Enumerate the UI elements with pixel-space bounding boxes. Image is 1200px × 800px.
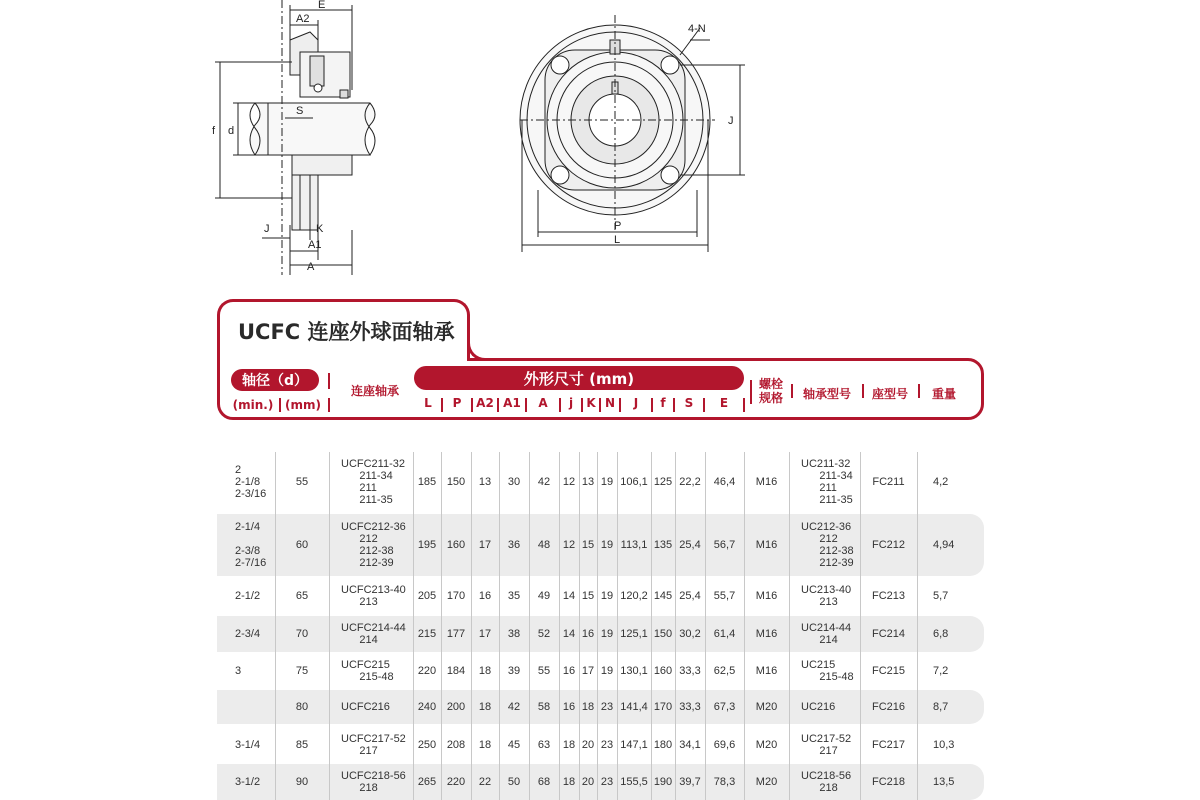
cell-weight: 7,2: [933, 665, 949, 677]
cell-A: 52: [537, 628, 551, 640]
cell-J: 113,1: [620, 539, 648, 551]
side-view-drawing: [200, 0, 400, 285]
cell-P: 177: [446, 628, 466, 640]
cell-bolt: M20: [755, 701, 778, 713]
cell-J: 155,5: [620, 776, 648, 788]
cell-weight: 5,7: [933, 590, 949, 602]
cell-S: 39,7: [679, 776, 701, 788]
dim-header-e: E: [719, 396, 729, 410]
shaft-min-header: (min.): [232, 398, 274, 412]
cell-A: 42: [537, 476, 551, 488]
cell-mm: 65: [295, 590, 309, 602]
unit-header: 连座轴承: [350, 384, 399, 398]
cell-E: 46,4: [713, 476, 736, 488]
cell-K: 20: [581, 776, 595, 788]
cell-bearing: UC215 215-48: [801, 659, 854, 683]
cell-A2: 13: [478, 476, 492, 488]
cell-L: 240: [417, 701, 437, 713]
cell-K: 18: [581, 701, 595, 713]
cell-A1: 36: [507, 539, 521, 551]
cell-A: 48: [537, 539, 551, 551]
cell-N: 19: [600, 539, 614, 551]
dimensions-pill: 外形尺寸 (mm): [414, 366, 744, 390]
cell-J: 125,1: [620, 628, 648, 640]
label-A1: A1: [308, 239, 322, 251]
cell-bearing: UC211-32 211-34 211 211-35: [801, 458, 853, 506]
cell-weight: 4,94: [933, 539, 955, 551]
cell-j: 18: [562, 776, 576, 788]
cell-L: 250: [417, 739, 437, 751]
cell-mm: 80: [295, 701, 309, 713]
cell-P: 208: [446, 739, 466, 751]
cell-S: 33,3: [679, 665, 701, 677]
cell-weight: 6,8: [933, 628, 949, 640]
cell-bearing: UC212-36 212 212-38 212-39: [801, 521, 854, 569]
cell-K: 17: [581, 665, 595, 677]
cell-E: 67,3: [713, 701, 736, 713]
cell-A: 58: [537, 701, 551, 713]
cell-f: 125: [653, 476, 673, 488]
label-J-front: J: [728, 115, 734, 127]
cell-mm: 60: [295, 539, 309, 551]
cell-A2: 17: [478, 628, 492, 640]
label-4-N: 4-N: [688, 23, 706, 35]
cell-bearing: UC217-52 217: [801, 733, 852, 757]
cell-mm: 85: [295, 739, 309, 751]
cell-mm: 70: [295, 628, 309, 640]
cell-A: 55: [537, 665, 551, 677]
label-E: E: [318, 0, 326, 11]
cell-N: 23: [600, 701, 614, 713]
cell-j: 12: [562, 539, 576, 551]
cell-J: 130,1: [620, 665, 648, 677]
cell-J: 147,1: [620, 739, 648, 751]
cell-f: 135: [653, 539, 673, 551]
dim-header-j: J: [633, 396, 639, 410]
cell-N: 19: [600, 665, 614, 677]
cell-bearing: UC213-40 213: [801, 584, 852, 608]
cell-mm: 90: [295, 776, 309, 788]
cell-bolt: M16: [755, 539, 778, 551]
cell-inch: 3-1/4: [235, 739, 261, 751]
cell-P: 170: [446, 590, 466, 602]
cell-housing: FC218: [871, 776, 906, 788]
cell-K: 15: [581, 539, 595, 551]
cell-E: 55,7: [713, 590, 736, 602]
cell-housing: FC211: [872, 476, 905, 488]
dim-header-f: f: [660, 396, 666, 410]
cell-f: 145: [653, 590, 673, 602]
cell-N: 23: [600, 776, 614, 788]
cell-inch: 3-1/2: [235, 776, 261, 788]
cell-bolt: M16: [755, 665, 778, 677]
cell-E: 62,5: [713, 665, 736, 677]
cell-S: 33,3: [679, 701, 701, 713]
cell-housing: FC217: [871, 739, 906, 751]
cell-S: 25,4: [679, 539, 701, 551]
dim-header-a: A: [538, 396, 548, 410]
cell-S: 34,1: [679, 739, 701, 751]
cell-P: 220: [446, 776, 466, 788]
cell-L: 195: [417, 539, 437, 551]
cell-N: 23: [600, 739, 614, 751]
label-A: A: [307, 261, 315, 273]
cell-unit: UCFC215 215-48: [341, 659, 394, 683]
cell-weight: 13,5: [933, 776, 955, 788]
cell-E: 69,6: [713, 739, 736, 751]
cell-inch: 3: [235, 665, 242, 677]
cell-S: 30,2: [679, 628, 701, 640]
cell-j: 12: [562, 476, 576, 488]
cell-inch: 2 2-1/8 2-3/16: [235, 464, 267, 500]
cell-L: 205: [417, 590, 437, 602]
cell-K: 13: [581, 476, 595, 488]
cell-A1: 42: [507, 701, 521, 713]
cell-weight: 10,3: [933, 739, 955, 751]
front-view-drawing: [500, 0, 760, 285]
cell-bearing: UC216: [801, 701, 836, 713]
label-S: S: [296, 105, 304, 117]
cell-bolt: M20: [755, 776, 778, 788]
cell-A: 63: [537, 739, 551, 751]
cell-N: 19: [600, 590, 614, 602]
label-K: K: [316, 223, 324, 235]
cell-f: 160: [653, 665, 673, 677]
dim-header-p: P: [452, 396, 462, 410]
cell-L: 215: [417, 628, 437, 640]
cell-A2: 16: [478, 590, 492, 602]
shaft-diameter-pill: 轴径（d）: [231, 369, 319, 391]
shaft-mm-header: (mm): [285, 398, 321, 412]
cell-A: 49: [537, 590, 551, 602]
cell-J: 141,4: [620, 701, 648, 713]
cell-L: 265: [417, 776, 437, 788]
cell-f: 150: [653, 628, 673, 640]
cell-bolt: M16: [755, 628, 778, 640]
cell-unit: UCFC211-32 211-34 211 211-35: [341, 458, 405, 506]
cell-J: 120,2: [620, 590, 648, 602]
cell-S: 25,4: [679, 590, 701, 602]
cell-A2: 22: [478, 776, 492, 788]
cell-housing: FC213: [871, 590, 906, 602]
cell-A2: 18: [478, 665, 492, 677]
cell-N: 19: [600, 476, 614, 488]
cell-inch: 2-3/4: [235, 628, 261, 640]
label-A2: A2: [296, 13, 310, 25]
cell-bearing: UC218-56 218: [801, 770, 852, 794]
cell-A1: 30: [507, 476, 521, 488]
cell-A2: 18: [478, 701, 492, 713]
cell-unit: UCFC214-44 214: [341, 622, 406, 646]
cell-A2: 18: [478, 739, 492, 751]
cell-unit: UCFC212-36 212 212-38 212-39: [341, 521, 406, 569]
cell-A1: 45: [507, 739, 521, 751]
cell-K: 20: [581, 739, 595, 751]
cell-S: 22,2: [679, 476, 701, 488]
cell-bolt: M20: [755, 739, 778, 751]
cell-f: 170: [653, 701, 673, 713]
dim-header-s: S: [684, 396, 694, 410]
cell-P: 184: [446, 665, 466, 677]
cell-K: 16: [581, 628, 595, 640]
dim-header-l: L: [424, 396, 432, 410]
cell-N: 19: [600, 628, 614, 640]
cell-E: 56,7: [713, 539, 736, 551]
cell-mm: 55: [295, 476, 309, 488]
bearing-no-header: 轴承型号: [802, 387, 851, 401]
cell-J: 106,1: [620, 476, 648, 488]
cell-unit: UCFC213-40 213: [341, 584, 406, 608]
label-f: f: [212, 125, 216, 137]
weight-header: 重量: [931, 387, 956, 401]
cell-housing: FC214: [871, 628, 906, 640]
cell-A2: 17: [478, 539, 492, 551]
cell-P: 150: [446, 476, 466, 488]
cell-E: 78,3: [713, 776, 736, 788]
dim-header-n: N: [604, 396, 616, 410]
cell-bolt: M16: [755, 590, 778, 602]
cell-A: 68: [537, 776, 551, 788]
cell-K: 15: [581, 590, 595, 602]
cell-j: 14: [562, 628, 576, 640]
cell-A1: 39: [507, 665, 521, 677]
cell-j: 16: [562, 665, 576, 677]
cell-housing: FC212: [871, 539, 906, 551]
housing-no-header: 座型号: [871, 387, 908, 401]
dim-header-k: K: [586, 396, 596, 410]
page-title: UCFC 连座外球面轴承: [238, 320, 455, 344]
label-P: P: [614, 220, 622, 232]
title-tab: [217, 299, 470, 359]
cell-E: 61,4: [713, 628, 736, 640]
cell-bearing: UC214-44 214: [801, 622, 852, 646]
cell-j: 18: [562, 739, 576, 751]
cell-P: 200: [446, 701, 466, 713]
cell-unit: UCFC217-52 217: [341, 733, 406, 757]
cell-A1: 35: [507, 590, 521, 602]
cell-mm: 75: [295, 665, 309, 677]
cell-housing: FC216: [871, 701, 906, 713]
cell-f: 190: [653, 776, 673, 788]
label-L: L: [614, 234, 621, 246]
label-J: J: [264, 223, 270, 235]
cell-f: 180: [653, 739, 673, 751]
cell-weight: 4,2: [933, 476, 949, 488]
cell-housing: FC215: [871, 665, 906, 677]
cell-A1: 50: [507, 776, 521, 788]
cell-weight: 8,7: [933, 701, 949, 713]
cell-L: 220: [417, 665, 437, 677]
cell-A1: 38: [507, 628, 521, 640]
cell-j: 16: [562, 701, 576, 713]
label-d: d: [228, 125, 235, 137]
dim-header-a1: A1: [503, 396, 521, 410]
cell-bolt: M16: [755, 476, 778, 488]
cell-unit: UCFC216: [341, 701, 390, 713]
bolt-header: 螺栓 规格: [758, 377, 783, 405]
dim-header-a2: A2: [476, 396, 494, 410]
cell-unit: UCFC218-56 218: [341, 770, 406, 794]
dim-header-j: j: [568, 396, 574, 410]
cell-P: 160: [446, 539, 466, 551]
cell-L: 185: [417, 476, 437, 488]
cell-j: 14: [562, 590, 576, 602]
cell-inch: 2-1/4 2-3/8 2-7/16: [235, 521, 267, 569]
cell-inch: 2-1/2: [235, 590, 261, 602]
